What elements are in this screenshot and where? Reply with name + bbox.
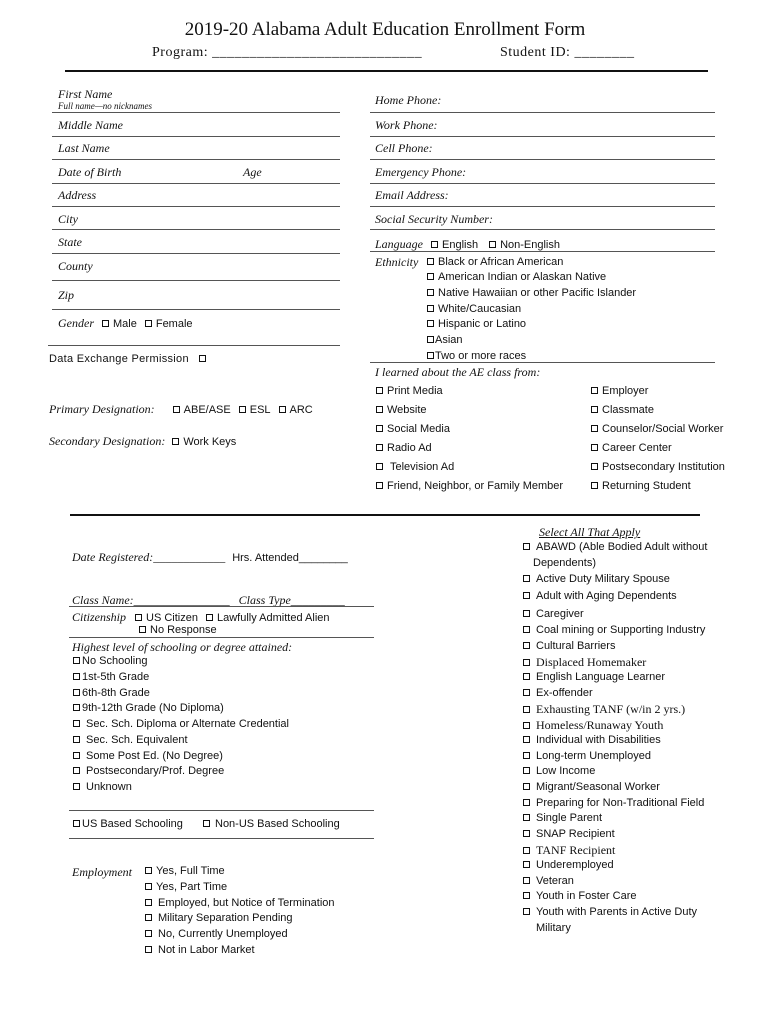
ethnicity-option[interactable]: Two or more races [427, 350, 526, 362]
home-phone-label[interactable]: Home Phone: [375, 93, 442, 107]
barrier-option[interactable]: English Language Learner [523, 671, 665, 683]
learned-option[interactable]: Social Media [376, 423, 450, 435]
non-us-based-option[interactable]: Non-US Based Schooling [203, 818, 340, 830]
barrier-option[interactable]: Veteran [523, 875, 574, 887]
checkbox-icon[interactable] [523, 767, 530, 774]
checkbox-icon[interactable] [523, 592, 530, 599]
learned-option[interactable]: Friend, Neighbor, or Family Member [376, 480, 563, 492]
checkbox-icon[interactable] [145, 946, 152, 953]
schooling-option[interactable]: Sec. Sch. Diploma or Alternate Credential [73, 718, 289, 730]
checkbox-icon[interactable] [427, 258, 434, 265]
barrier-option-continued: Dependents) [533, 557, 596, 569]
registration-row [72, 548, 348, 566]
checkbox-icon[interactable] [523, 659, 530, 666]
address-label[interactable]: Address [58, 188, 97, 202]
ssn-label[interactable]: Social Security Number: [375, 212, 493, 226]
student-id-field[interactable]: Student ID: ________ [500, 45, 635, 60]
employment-label: Employment [72, 865, 132, 879]
citizenship-label: Citizenship [72, 610, 127, 624]
checkbox-icon[interactable] [73, 673, 80, 680]
male-option[interactable]: Male [102, 318, 137, 330]
checkbox-icon[interactable] [376, 482, 383, 489]
county-label[interactable]: County [58, 259, 93, 273]
barrier-option[interactable]: ABAWD (Able Bodied Adult without [523, 541, 707, 553]
state-label[interactable]: State [58, 235, 82, 249]
schooling-option[interactable]: Sec. Sch. Equivalent [73, 734, 188, 746]
full-name-note: Full name—no nicknames [58, 101, 152, 111]
ethnicity-option[interactable]: White/Caucasian [427, 303, 521, 315]
section-divider [70, 514, 700, 516]
checkbox-icon[interactable] [591, 425, 598, 432]
barrier-option[interactable]: Single Parent [523, 812, 602, 824]
middle-name-label[interactable]: Middle Name [58, 118, 123, 132]
checkbox-icon[interactable] [523, 736, 530, 743]
ethnicity-option[interactable]: American Indian or Alaskan Native [427, 271, 606, 283]
checkbox-icon[interactable] [523, 610, 530, 617]
checkbox-icon[interactable] [376, 387, 383, 394]
schooling-option[interactable]: 9th-12th Grade (No Diploma) [73, 702, 224, 714]
zip-label[interactable]: Zip [58, 288, 75, 302]
barrier-option[interactable]: Coal mining or Supporting Industry [523, 624, 705, 636]
city-label[interactable]: City [58, 212, 78, 226]
secondary-designation-row [49, 432, 236, 450]
checkbox-icon[interactable] [73, 767, 80, 774]
female-option[interactable]: Female [145, 318, 193, 330]
barrier-option[interactable]: Underemployed [523, 859, 614, 871]
class-type-field[interactable]: Class Type_________ [238, 593, 345, 607]
barrier-option[interactable]: Low Income [523, 765, 595, 777]
checkbox-icon[interactable] [523, 783, 530, 790]
checkbox-icon[interactable] [523, 673, 530, 680]
work-phone-label[interactable]: Work Phone: [375, 118, 438, 132]
cell-phone-label[interactable]: Cell Phone: [375, 141, 433, 155]
employment-option[interactable]: Employed, but Notice of Termination [145, 897, 335, 909]
checkbox-icon[interactable] [145, 914, 152, 921]
checkbox-icon[interactable] [431, 241, 438, 248]
hrs-attended-field[interactable]: Hrs. Attended________ [232, 552, 348, 564]
employment-option[interactable]: No, Currently Unemployed [145, 928, 288, 940]
esl-option[interactable]: ESL [239, 404, 271, 416]
secondary-designation-label: Secondary Designation: [49, 434, 166, 448]
program-field[interactable]: Program: ____________________________ [152, 45, 423, 60]
checkbox-icon[interactable] [145, 320, 152, 327]
checkbox-icon[interactable] [591, 444, 598, 451]
checkbox-icon[interactable] [523, 706, 530, 713]
abe-ase-option[interactable]: ABE/ASE [173, 404, 231, 416]
barrier-option[interactable]: Migrant/Seasonal Worker [523, 781, 660, 793]
gender-row [58, 314, 193, 332]
data-exchange-row[interactable] [49, 349, 210, 367]
us-based-option[interactable]: US Based Schooling [73, 818, 183, 830]
learned-option[interactable]: Returning Student [591, 480, 691, 492]
form-title: 2019-20 Alabama Adult Education Enrollment Form [184, 19, 586, 40]
learned-option[interactable]: Radio Ad [376, 442, 432, 454]
lawfully-admitted-option[interactable]: Lawfully Admitted Alien [206, 612, 330, 624]
select-all-heading: Select All That Apply [539, 525, 641, 539]
checkbox-icon[interactable] [73, 783, 80, 790]
employment-option[interactable]: Yes, Full Time [145, 865, 225, 877]
checkbox-icon[interactable] [173, 406, 180, 413]
age-label[interactable]: Age [243, 165, 262, 179]
learned-option[interactable]: Employer [591, 385, 648, 397]
checkbox-icon[interactable] [523, 752, 530, 759]
employment-option[interactable]: Military Separation Pending [145, 912, 293, 924]
header-rule [65, 70, 708, 72]
checkbox-icon[interactable] [172, 438, 179, 445]
checkbox-icon[interactable] [523, 861, 530, 868]
barrier-option[interactable]: Homeless/Runaway Youth [523, 718, 663, 733]
ethnicity-option[interactable]: Black or African American [427, 256, 563, 268]
checkbox-icon[interactable] [523, 814, 530, 821]
schooling-option[interactable]: 1st-5th Grade [73, 671, 149, 683]
learned-option[interactable]: Website [376, 404, 427, 416]
learned-option[interactable]: Counselor/Social Worker [591, 423, 723, 435]
checkbox-icon[interactable] [523, 847, 530, 854]
ethnicity-option[interactable]: Native Hawaiian or other Pacific Islander [427, 287, 636, 299]
us-citizen-option[interactable]: US Citizen [135, 612, 198, 624]
checkbox-icon[interactable] [139, 626, 146, 633]
barrier-option[interactable]: Individual with Disabilities [523, 734, 661, 746]
checkbox-icon[interactable] [73, 752, 80, 759]
date-registered-field[interactable]: Date Registered:____________ [72, 550, 226, 564]
barrier-option[interactable]: Ex-offender [523, 687, 593, 699]
checkbox-icon[interactable] [523, 877, 530, 884]
checkbox-icon[interactable] [199, 355, 206, 362]
learned-option[interactable]: Classmate [591, 404, 654, 416]
first-name-label[interactable]: First Name [58, 87, 113, 101]
barrier-option[interactable]: SNAP Recipient [523, 828, 615, 840]
checkbox-icon[interactable] [73, 689, 80, 696]
checkbox-icon[interactable] [376, 425, 383, 432]
checkbox-icon[interactable] [73, 720, 80, 727]
checkbox-icon[interactable] [591, 463, 598, 470]
checkbox-icon[interactable] [591, 482, 598, 489]
employment-option[interactable]: Not in Labor Market [145, 944, 255, 956]
employment-option[interactable]: Yes, Part Time [145, 881, 227, 893]
checkbox-icon[interactable] [145, 930, 152, 937]
checkbox-icon[interactable] [523, 722, 530, 729]
english-option[interactable]: English [431, 239, 478, 251]
data-exchange-label: Data Exchange Permission [49, 353, 189, 365]
primary-designation-label: Primary Designation: [49, 402, 155, 416]
dob-label[interactable]: Date of Birth [58, 165, 122, 179]
checkbox-icon[interactable] [427, 273, 434, 280]
checkbox-icon[interactable] [206, 614, 213, 621]
schooling-label: Highest level of schooling or degree attained: [72, 640, 293, 654]
checkbox-icon[interactable] [523, 626, 530, 633]
barrier-option[interactable]: Youth with Parents in Active Duty [523, 906, 697, 918]
language-label: Language [375, 237, 423, 251]
class-name-field[interactable]: Class Name:________________ [72, 593, 230, 607]
barrier-option[interactable]: Youth in Foster Care [523, 890, 636, 902]
emergency-phone-label[interactable]: Emergency Phone: [375, 165, 467, 179]
schooling-option[interactable]: No Schooling [73, 655, 147, 667]
ethnicity-option[interactable]: Asian [427, 334, 463, 346]
checkbox-icon[interactable] [489, 241, 496, 248]
checkbox-icon[interactable] [145, 883, 152, 890]
checkbox-icon[interactable] [427, 352, 434, 359]
checkbox-icon[interactable] [523, 689, 530, 696]
checkbox-icon[interactable] [203, 820, 210, 827]
checkbox-icon[interactable] [523, 543, 530, 550]
arc-option[interactable]: ARC [279, 404, 313, 416]
barrier-option[interactable]: Long-term Unemployed [523, 750, 651, 762]
no-response-option[interactable]: No Response [139, 624, 217, 636]
barrier-option[interactable]: Adult with Aging Dependents [523, 590, 677, 602]
gender-label: Gender [58, 316, 94, 330]
checkbox-icon[interactable] [135, 614, 142, 621]
learned-option[interactable]: Print Media [376, 385, 443, 397]
email-label[interactable]: Email Address: [375, 188, 449, 202]
barrier-option-continued: Military [536, 922, 571, 934]
checkbox-icon[interactable] [591, 406, 598, 413]
checkbox-icon[interactable] [523, 908, 530, 915]
checkbox-icon[interactable] [427, 289, 434, 296]
checkbox-icon[interactable] [73, 657, 80, 664]
checkbox-icon[interactable] [102, 320, 109, 327]
schooling-option[interactable]: Some Post Ed. (No Degree) [73, 750, 223, 762]
checkbox-icon[interactable] [73, 704, 80, 711]
checkbox-icon[interactable] [145, 899, 152, 906]
checkbox-icon[interactable] [523, 830, 530, 837]
checkbox-icon[interactable] [279, 406, 286, 413]
checkbox-icon[interactable] [427, 320, 434, 327]
checkbox-icon[interactable] [239, 406, 246, 413]
schooling-option[interactable]: 6th-8th Grade [73, 687, 150, 699]
checkbox-icon[interactable] [145, 867, 152, 874]
ethnicity-option[interactable]: Hispanic or Latino [427, 318, 526, 330]
checkbox-icon[interactable] [73, 736, 80, 743]
barrier-option[interactable]: Active Duty Military Spouse [523, 573, 670, 585]
checkbox-icon[interactable] [523, 892, 530, 899]
checkbox-icon[interactable] [523, 575, 530, 582]
barrier-option[interactable]: Exhausting TANF (w/in 2 yrs.) [523, 702, 685, 717]
last-name-label[interactable]: Last Name [58, 141, 110, 155]
checkbox-icon[interactable] [591, 387, 598, 394]
learned-label: I learned about the AE class from: [375, 365, 541, 379]
checkbox-icon[interactable] [427, 305, 434, 312]
checkbox-icon[interactable] [376, 444, 383, 451]
checkbox-icon[interactable] [523, 799, 530, 806]
learned-option[interactable]: Career Center [591, 442, 672, 454]
checkbox-icon[interactable] [376, 463, 383, 470]
barrier-option[interactable]: Cultural Barriers [523, 640, 615, 652]
barrier-option[interactable]: TANF Recipient [523, 843, 615, 858]
checkbox-icon[interactable] [427, 336, 434, 343]
barrier-option[interactable]: Preparing for Non-Traditional Field [523, 797, 704, 809]
non-english-option[interactable]: Non-English [489, 239, 560, 251]
learned-option[interactable]: Postsecondary Institution [591, 461, 725, 473]
schooling-option[interactable]: Postsecondary/Prof. Degree [73, 765, 224, 777]
checkbox-icon[interactable] [523, 642, 530, 649]
schooling-option[interactable]: Unknown [73, 781, 132, 793]
work-keys-option[interactable]: Work Keys [172, 436, 236, 448]
learned-option[interactable]: Television Ad [376, 461, 454, 473]
barrier-option[interactable]: Caregiver [523, 608, 584, 620]
checkbox-icon[interactable] [376, 406, 383, 413]
primary-designation-row [49, 400, 313, 418]
ethnicity-label: Ethnicity [375, 255, 419, 269]
barrier-option[interactable]: Displaced Homemaker [523, 655, 646, 670]
checkbox-icon[interactable] [73, 820, 80, 827]
